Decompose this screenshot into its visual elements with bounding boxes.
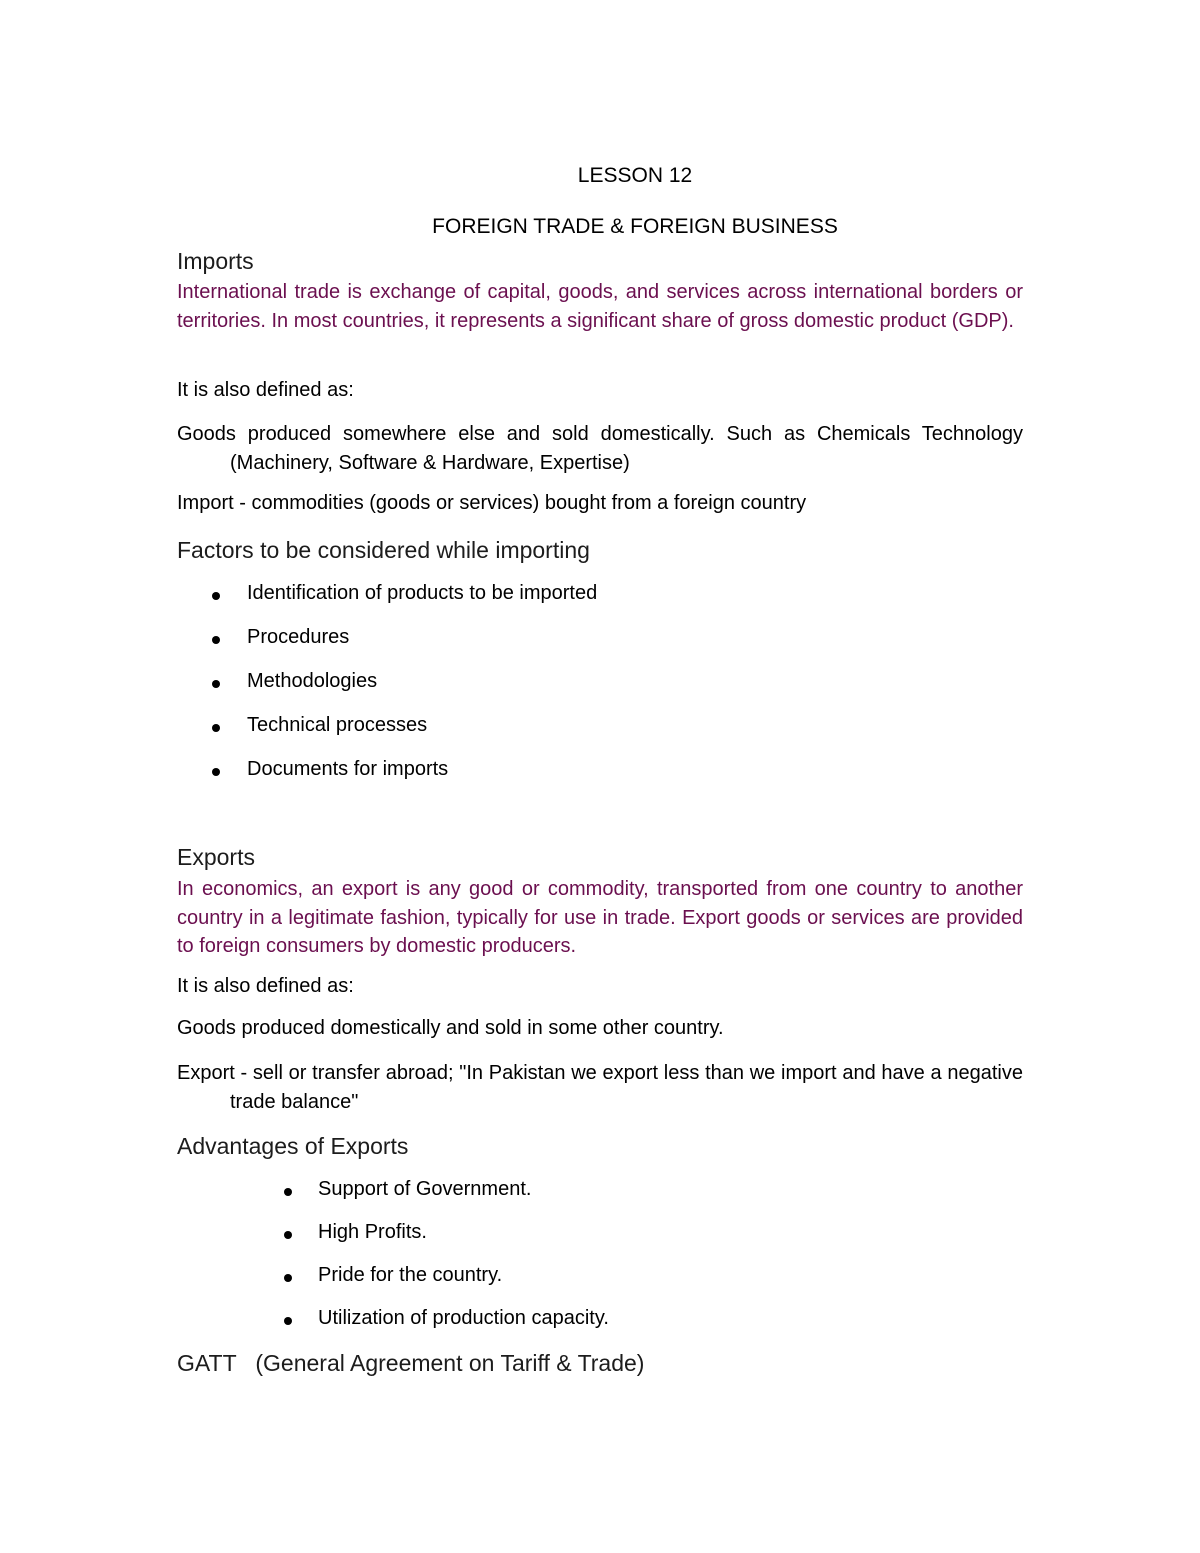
list-item-label: Documents for imports (247, 758, 449, 780)
bullet-icon (212, 592, 220, 600)
list-item-label: Utilization of production capacity. (318, 1307, 609, 1329)
bullet-icon (284, 1231, 292, 1239)
bullet-icon (212, 636, 220, 644)
gatt-heading: GATT (General Agreement on Tariff & Trade) (177, 1350, 645, 1376)
imports-definition-3: Import - commodities (goods or services) bought from a foreign country (177, 492, 807, 514)
imports-definition-2: Goods produced somewhere else and sold domestically. Such as Chemicals Technology (Machinery, Software & Hardware, Expertise) (177, 423, 1023, 474)
exports-definition-2: Goods produced domestically and sold in some other country. (177, 1017, 724, 1039)
bullet-icon (212, 680, 220, 688)
exports-heading: Exports (177, 844, 255, 870)
list-item-label: Pride for the country. (318, 1264, 503, 1286)
imports-also-defined: It is also defined as: (177, 379, 354, 401)
bullet-icon (284, 1274, 292, 1282)
list-item-label: Procedures (247, 626, 350, 648)
exports-definition-3: Export - sell or transfer abroad; "In Pakistan we export less than we import and have a negative trade balance" (177, 1062, 1023, 1113)
factors-heading: Factors to be considered while importing (177, 537, 590, 563)
exports-definition: In economics, an export is any good or commodity, transported from one country to another country in a legitimate fashion, typically for use in trade. Export goods or services are provided to foreign consumers by domestic producers. (177, 878, 1023, 957)
bullet-icon (284, 1188, 292, 1196)
list-item-label: Methodologies (247, 670, 378, 692)
lesson-title: LESSON 12 (577, 164, 693, 187)
list-item-label: High Profits. (318, 1221, 427, 1243)
advantages-heading: Advantages of Exports (177, 1133, 409, 1159)
list-item-label: Technical processes (247, 714, 428, 736)
main-title: FOREIGN TRADE & FOREIGN BUSINESS (432, 215, 838, 238)
imports-heading: Imports (177, 248, 254, 274)
bullet-icon (284, 1317, 292, 1325)
list-item-label: Support of Government. (318, 1178, 532, 1200)
bullet-icon (212, 768, 220, 776)
bullet-icon (212, 724, 220, 732)
list-item-label: Identification of products to be imported (247, 582, 598, 604)
exports-also-defined: It is also defined as: (177, 975, 354, 997)
imports-definition: International trade is exchange of capital, goods, and services across international borders or territories. In most countries, it represents a significant share of gross domestic product (GDP). (177, 281, 1023, 332)
